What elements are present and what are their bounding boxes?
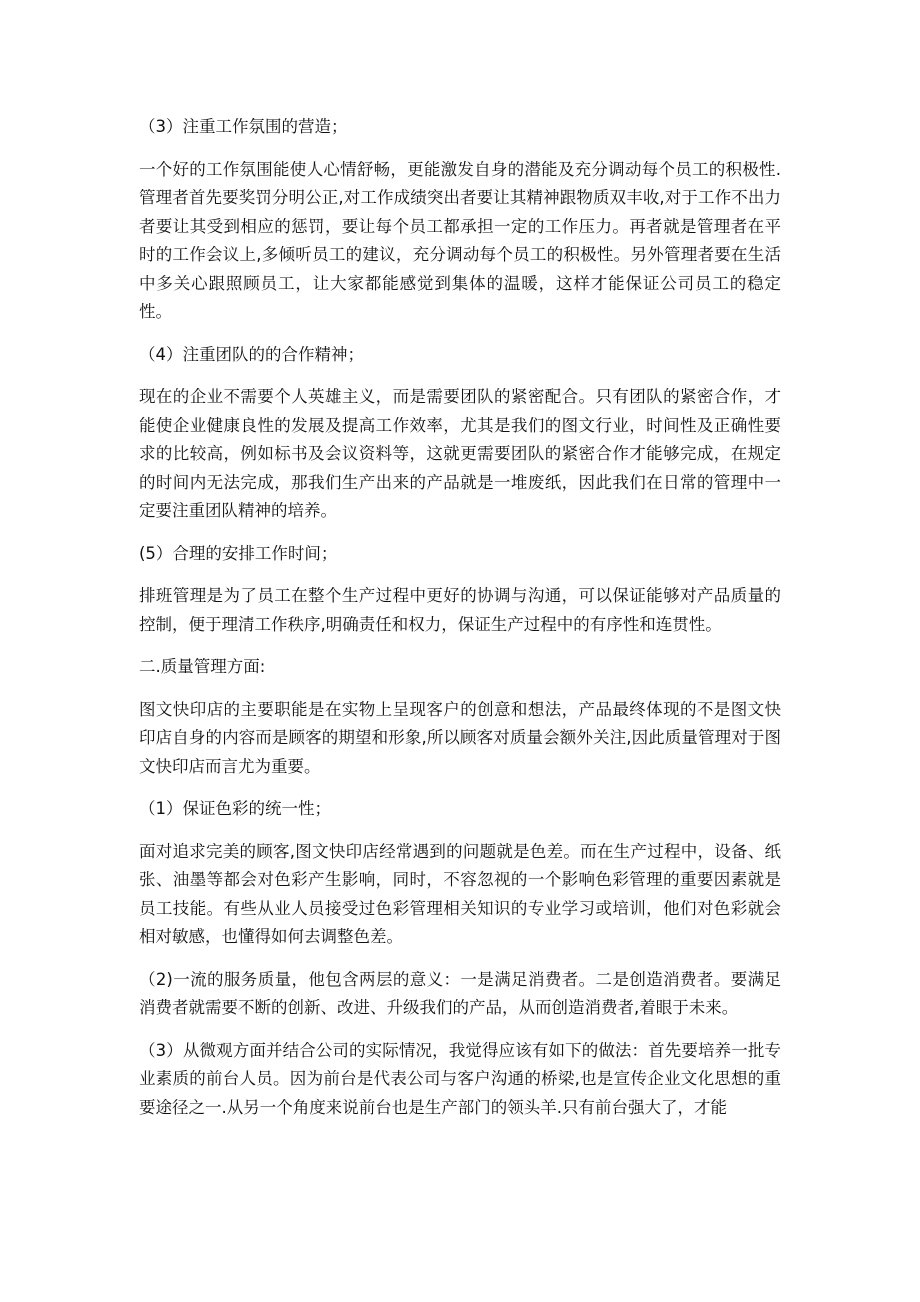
section-heading-team-spirit: （4）注重团队的的合作精神；: [139, 344, 364, 364]
section-heading-work-atmosphere: （3）注重工作氛围的营造；: [139, 117, 348, 136]
paragraph-schedule: 排班管理是为了员工在整个生产过程中更好的协调与沟通，可以保证能够对产品质量的控制，便于理清工作秩序,明确责任和权力，保证生产过程中的有序性和连贯性。: [139, 586, 781, 634]
section-heading-color-consistency: （1）保证色彩的统一性；: [139, 799, 331, 818]
paragraph-quality-management: 图文快印店的主要职能是在实物上呈现客户的创意和想法，产品最终体现的不是图文快印店自身的内容而是顾客的期望和形象,所以顾客对质量会额外关注,因此质量管理对于图文快印店而言尤为重要。: [139, 699, 781, 776]
document-body: [139, 113, 781, 1136]
section-heading-quality-management: 二.质量管理方面:: [139, 657, 266, 676]
paragraph-work-atmosphere: 一个好的工作氛围能使人心情舒畅，更能激发自身的潜能及充分调动每个员工的积极性.管理者首先要奖罚分明公正,对工作成绩突出者要让其精神跟物质双丰收,对于工作不出力者要让其受到相应的惩罚，要让每个员工都承担一定的工作压力。再者就是管理者在平时的工作会议上,多倾听员工的建议，充分调动每个员工的积极性。另外管理者要在生活中多关心跟照顾员工，让大家都能感觉到集体的温暖，这样才能保证公司员工的稳定性。: [139, 159, 781, 321]
paragraph-color-consistency: 面对追求完美的顾客,图文快印店经常遇到的问题就是色差。而在生产过程中，设备、纸张、油墨等都会对色彩产生影响，同时，不容忽视的一个影响色彩管理的重要因素就是员工技能。有些从业人员接受过色彩管理相关知识的专业学习或培训，他们对色彩就会相对敏感，也懂得如何去调整色差。: [139, 841, 781, 946]
section-heading-schedule: (5）合理的安排工作时间；: [139, 543, 338, 563]
paragraph-micro-approach: （3）从微观方面并结合公司的实际情况，我觉得应该有如下的做法：首先要培养一批专业素质的前台人员。因为前台是代表公司与客户沟通的桥梁,也是宣传企业文化思想的重要途径之一.从另一个角度来说前台也是生产部门的领头羊.只有前台强大了，才能: [139, 1040, 781, 1117]
paragraph-team-spirit: 现在的企业不需要个人英雄主义，而是需要团队的紧密配合。只有团队的紧密合作，才能使企业健康良性的发展及提高工作效率，尤其是我们的图文行业，时间性及正确性要求的比较高，例如标书及会议资料等，这就更需要团队的紧密合作才能够完成，在规定的时间内无法完成，那我们生产出来的产品就是一堆废纸，因此我们在日常的管理中一定要注重团队精神的培养。: [139, 387, 781, 520]
paragraph-service-quality: （2)一流的服务质量，他包含两层的意义：一是满足消费者。二是创造消费者。要满足消费者就需要不断的创新、改进、升级我们的产品，从而创造消费者,着眼于未来。: [139, 969, 781, 1017]
